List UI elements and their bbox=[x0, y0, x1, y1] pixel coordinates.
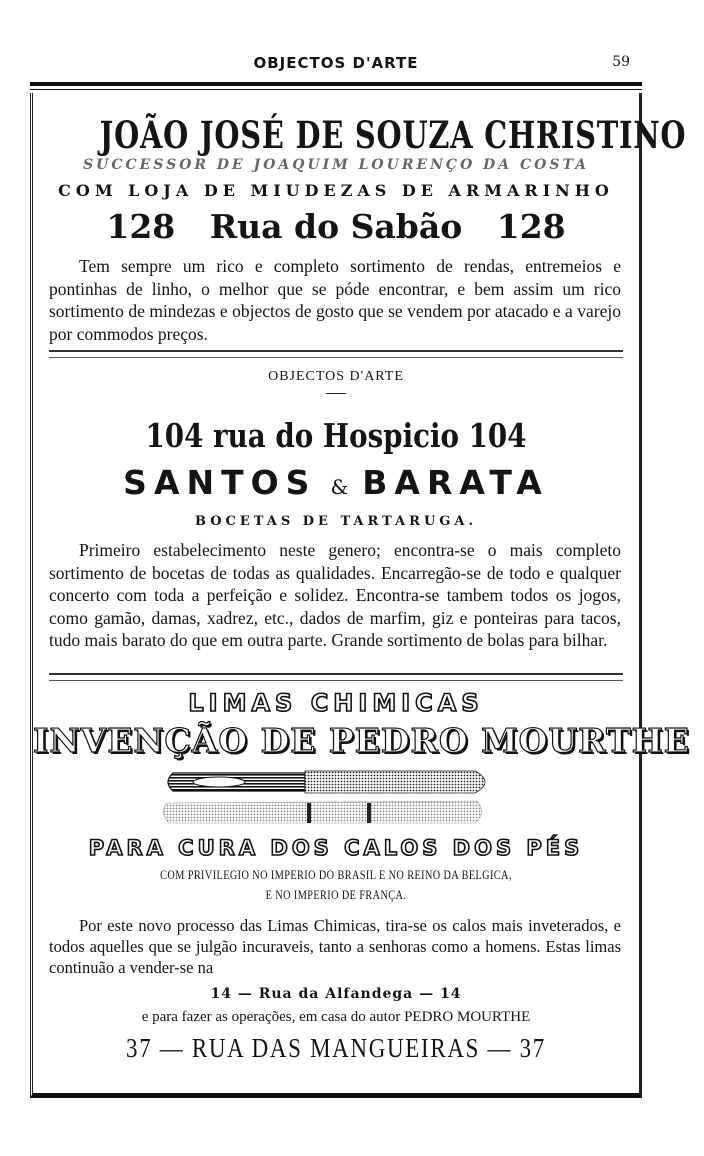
ad2-partner-2: BARATA bbox=[362, 463, 549, 502]
ad2-address-row bbox=[33, 416, 639, 455]
ad3-title-row bbox=[33, 689, 639, 717]
ad1-name-row bbox=[33, 113, 687, 157]
ad3-privilege-row-2 bbox=[33, 888, 639, 903]
ad2-section-heading: OBJECTOS D'ARTE bbox=[268, 369, 404, 384]
ad1-shop-line: COM LOJA DE MIUDEZAS DE ARMARINHO bbox=[58, 181, 614, 200]
ad2-body-block bbox=[33, 539, 639, 652]
ad2-heading-rule bbox=[326, 393, 346, 394]
ad3-privilege-row-1 bbox=[33, 868, 639, 883]
ad3-address-row bbox=[33, 986, 639, 1002]
ad3-inventor-line: INVENÇÃO DE PEDRO MOURTHE bbox=[33, 721, 690, 760]
running-title: OBJECTOS D'ARTE bbox=[253, 54, 419, 72]
ad3-purpose-line: PARA CURA DOS CALOS DOS PÉS bbox=[88, 836, 584, 860]
ad2-ampersand: & bbox=[330, 475, 349, 499]
ad2-product-row bbox=[33, 514, 639, 529]
ad3-sales-address: 14 — Rua da Alfandega — 14 bbox=[210, 986, 462, 1002]
ad3-privilege-line-1: COM PRIVILEGIO NO IMPERIO DO BRASIL E NO REINO DA BELGICA, bbox=[160, 868, 512, 882]
ad3-final-address: 37 — RUA DAS MANGUEIRAS — 37 bbox=[126, 1033, 546, 1063]
ad2-body-text: Primeiro estabelecimento neste genero; encontra-se o mais completo sortimento de bocetas de todas as qualidades. Encarregão-se de todo e qualquer concerto com toda a perfeição e solidez. Encontra-se tambem todos os jogos, como gamão, damas, xadrez, etc., dados de marfim, giz e ponteiras para tacos, tudo mais barato do que em outra parte. Grande sortimento de bolas para bilhar. bbox=[49, 540, 621, 650]
ad3-illustration-row bbox=[33, 765, 639, 831]
ad1-shop-row bbox=[33, 181, 639, 200]
ad3-body-text: Por este novo processo das Limas Chimicas, tira-se os calos mais inveterados, e todos aquelles que se julgão incuraveis, tanto a senhoras como a homens. Estas limas continuão a vender-se na bbox=[49, 916, 621, 977]
ad2-address: 104 rua do Hospicio 104 bbox=[145, 416, 527, 455]
header-rule bbox=[30, 82, 642, 90]
divider-2 bbox=[49, 673, 623, 681]
ad2-firm-row bbox=[33, 463, 639, 502]
ad2-heading-row bbox=[33, 369, 639, 394]
ad1-body-block bbox=[33, 255, 639, 345]
ad1-body-text: Tem sempre um rico e completo sortimento de rendas, entremeios e pontinhas de linho, o melhor que se póde encontrar, e bem assim um rico sortimento de mindezas e objectos de gosto que se vendem por atacado e a varejo por commodos preços. bbox=[49, 256, 621, 344]
nail-file-illustration-icon bbox=[157, 765, 507, 831]
ad1-successor-line: SUCCESSOR DE JOAQUIM LOURENÇO DA COSTA bbox=[83, 157, 589, 173]
divider-1 bbox=[49, 350, 623, 358]
ad3-author-line: e para fazer as operações, em casa do autor PEDRO MOURTHE bbox=[141, 1009, 531, 1025]
ad1-merchant-name: JOÃO JOSÉ DE SOUZA CHRISTINO bbox=[99, 113, 687, 157]
ad3-inventor-row bbox=[33, 721, 690, 760]
ad1-successor-row bbox=[33, 157, 639, 173]
ad3-purpose-row bbox=[33, 836, 639, 860]
ad3-privilege-line-2: E NO IMPERIO DE FRANÇA. bbox=[265, 888, 407, 902]
page-header bbox=[34, 52, 638, 76]
ad3-final-address-row bbox=[33, 1033, 639, 1064]
ad3-body-block bbox=[33, 915, 639, 978]
ad1-address-row bbox=[33, 207, 639, 246]
ad3-product-title: LIMAS CHIMICAS bbox=[188, 689, 484, 717]
ad2-product-line: BOCETAS DE TARTARUGA. bbox=[194, 514, 477, 529]
advertisement-frame bbox=[30, 93, 690, 1098]
ad3-author-row bbox=[33, 1009, 639, 1026]
page-number: 59 bbox=[612, 54, 630, 70]
ad2-partner-1: SANTOS bbox=[123, 463, 317, 502]
ad2-firm-name bbox=[33, 463, 639, 502]
ad1-address: 128 Rua do Sabão 128 bbox=[106, 207, 566, 246]
